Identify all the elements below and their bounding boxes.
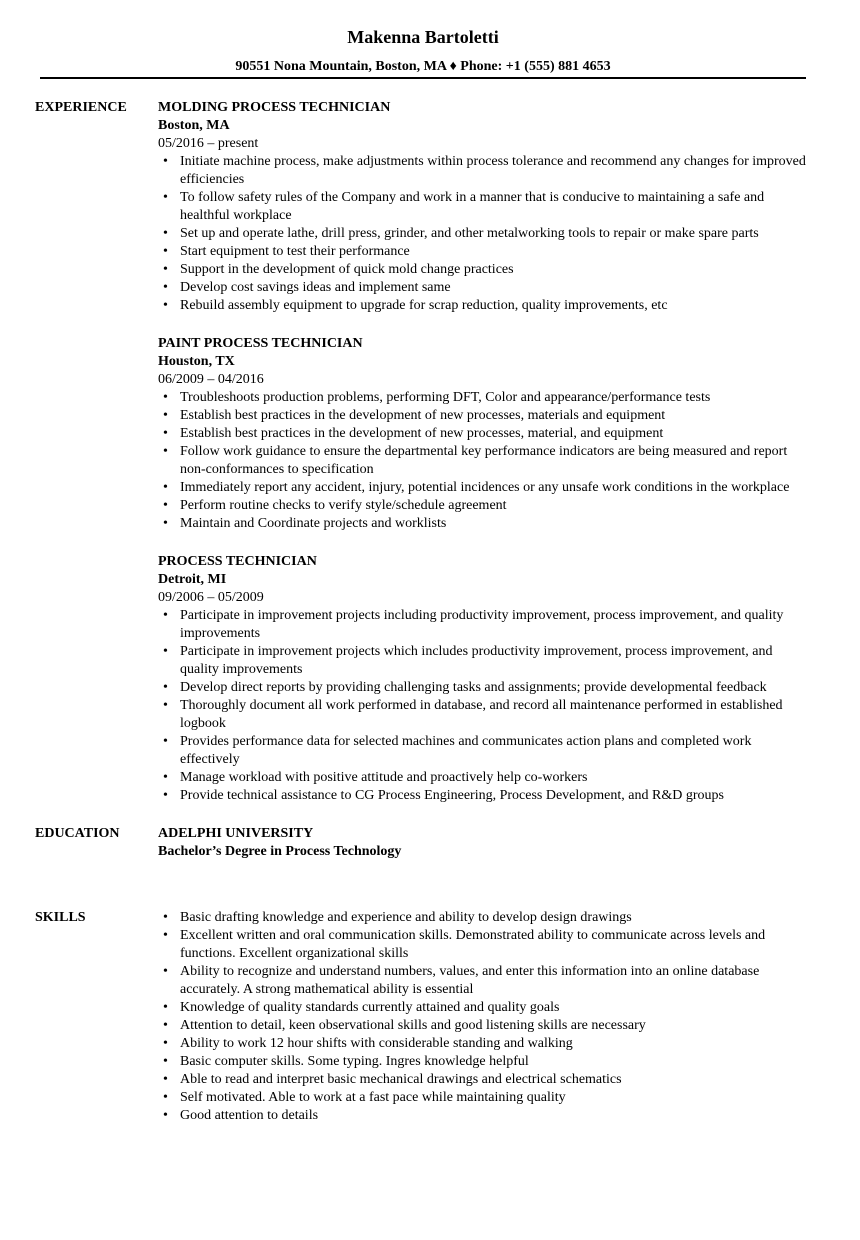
school-name: ADELPHI UNIVERSITY xyxy=(158,826,314,841)
list-item: • Perform routine checks to verify style/schedule agreement xyxy=(158,497,808,515)
list-item: • Provides performance data for selected machines and communicates action plans and completed work effectively xyxy=(158,733,808,769)
list-item: • Rebuild assembly equipment to upgrade for scrap reduction, quality improvements, etc xyxy=(158,297,808,315)
list-item: • To follow safety rules of the Company and work in a manner that is conducive to maintaining a safe and healthful workplace xyxy=(158,189,808,225)
section-label-skills: SKILLS xyxy=(35,910,86,925)
list-item: • Thoroughly document all work performed in database, and record all maintenance performed in established logbook xyxy=(158,697,808,733)
job-title: PAINT PROCESS TECHNICIAN xyxy=(158,336,363,351)
experience-body xyxy=(158,99,808,825)
job-title: MOLDING PROCESS TECHNICIAN xyxy=(158,100,391,115)
list-item: • Attention to detail, keen observational skills and good listening skills are necessary xyxy=(158,1017,808,1035)
list-item: • Participate in improvement projects including productivity improvement, process improvement, and quality improvements xyxy=(158,607,808,643)
list-item: • Able to read and interpret basic mechanical drawings and electrical schematics xyxy=(158,1071,808,1089)
candidate-name: Makenna Bartoletti xyxy=(347,27,499,47)
list-item: • Knowledge of quality standards currently attained and quality goals xyxy=(158,999,808,1017)
list-item: • Provide technical assistance to CG Process Engineering, Process Development, and R&D groups xyxy=(158,787,808,805)
list-item: • Basic drafting knowledge and experience and ability to develop design drawings xyxy=(158,909,808,927)
list-item: • Self motivated. Able to work at a fast pace while maintaining quality xyxy=(158,1089,808,1107)
job-dates: 06/2009 – 04/2016 xyxy=(158,372,264,387)
skills-body xyxy=(158,909,808,1125)
list-item: • Develop cost savings ideas and implement same xyxy=(158,279,808,297)
list-item: • Ability to recognize and understand numbers, values, and enter this information into an online database accurately. A strong mathematical ability is essential xyxy=(158,963,808,999)
job-entry xyxy=(158,553,808,805)
list-item: • Troubleshoots production problems, performing DFT, Color and appearance/performance tests xyxy=(158,389,808,407)
job-bullets xyxy=(158,607,808,805)
section-label-education: EDUCATION xyxy=(35,826,120,841)
header-divider xyxy=(40,77,806,79)
job-title: PROCESS TECHNICIAN xyxy=(158,554,317,569)
contact-line: 90551 Nona Mountain, Boston, MA ♦ Phone: +1 (555) 881 4653 xyxy=(235,59,611,74)
job-location: Detroit, MI xyxy=(158,572,227,587)
list-item: • Support in the development of quick mold change practices xyxy=(158,261,808,279)
job-location: Boston, MA xyxy=(158,118,230,133)
list-item: • Set up and operate lathe, drill press, grinder, and other metalworking tools to repair or make spare parts xyxy=(158,225,808,243)
list-item: • Participate in improvement projects which includes productivity improvement, process improvement, and quality improvements xyxy=(158,643,808,679)
list-item: • Basic computer skills. Some typing. Ingres knowledge helpful xyxy=(158,1053,808,1071)
job-entry xyxy=(158,335,808,533)
list-item: • Develop direct reports by providing challenging tasks and assignments; provide developmental feedback xyxy=(158,679,808,697)
job-bullets xyxy=(158,153,808,315)
job-location: Houston, TX xyxy=(158,354,235,369)
education-body xyxy=(158,825,808,861)
job-dates: 05/2016 – present xyxy=(158,136,259,151)
list-item: • Ability to work 12 hour shifts with considerable standing and walking xyxy=(158,1035,808,1053)
list-item: • Follow work guidance to ensure the departmental key performance indicators are being measured and report non-conformances to specification xyxy=(158,443,808,479)
list-item: • Initiate machine process, make adjustments within process tolerance and recommend any changes for improved efficiencies xyxy=(158,153,808,189)
job-dates: 09/2006 – 05/2009 xyxy=(158,590,264,605)
list-item: • Establish best practices in the development of new processes, material, and equipment xyxy=(158,425,808,443)
list-item: • Start equipment to test their performance xyxy=(158,243,808,261)
list-item: • Excellent written and oral communication skills. Demonstrated ability to communicate across levels and functions. Excellent organizational skills xyxy=(158,927,808,963)
list-item: • Good attention to details xyxy=(158,1107,808,1125)
skills-list xyxy=(158,909,808,1125)
degree: Bachelor’s Degree in Process Technology xyxy=(158,844,402,859)
list-item: • Maintain and Coordinate projects and worklists xyxy=(158,515,808,533)
list-item: • Immediately report any accident, injury, potential incidences or any unsafe work conditions in the workplace xyxy=(158,479,808,497)
list-item: • Establish best practices in the development of new processes, materials and equipment xyxy=(158,407,808,425)
section-label-experience: EXPERIENCE xyxy=(35,100,127,115)
job-entry xyxy=(158,99,808,315)
job-bullets xyxy=(158,389,808,533)
list-item: • Manage workload with positive attitude and proactively help co-workers xyxy=(158,769,808,787)
